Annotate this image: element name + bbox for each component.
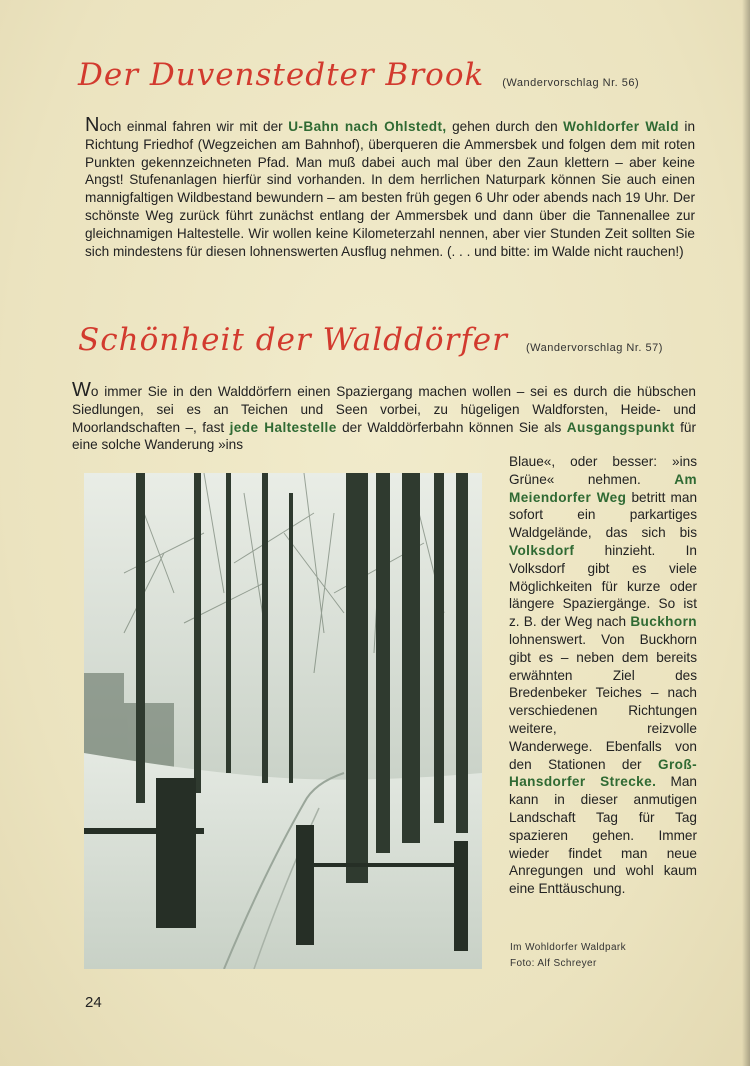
forest-photo bbox=[84, 473, 482, 969]
ubahn-highlight: U-Bahn nach Ohlstedt, bbox=[288, 119, 447, 134]
section1-subnote: (Wandervorschlag Nr. 56) bbox=[502, 77, 640, 89]
volksdorf-highlight: Volksdorf bbox=[509, 542, 575, 558]
page-edge-shadow bbox=[742, 0, 750, 1066]
section1-heading bbox=[78, 57, 640, 93]
photo-caption: Im Wohldorfer Waldpark bbox=[510, 942, 627, 953]
section1-paragraph: Noch einmal fahren wir mit der U-Bahn nach Ohlstedt, gehen durch den Wohldorfer Wald in Richtung Friedhof (Wegzeichen am Bahnhof), überqueren die Ammersbek und folgen dem mit roten Punkten gekennzeichneten Pfad. Man muß dabei auch mal über den Zaun klettern – aber keine Angst! Stufenanlagen hierfür sind vorhanden. In dem herrlichen Naturpark können Sie auch einen mannigfaltigen Wildbestand bewundern – am besten früh gegen 6 Uhr oder abends nach 19 Uhr. Der schönste Weg zurück führt zunächst entlang der Ammersbek und dann über die Tannenallee zur gleichnamigen Haltestelle. Wir wollen keine Kilometerzahl nennen, aber vier Stunden Zeit sollten Sie sich mindestens für diesen lohnenswerten Ausflug nehmen. (. . . und bitte: im Walde nicht rauchen!) bbox=[85, 114, 696, 259]
section2-intro: Wo immer Sie in den Walddörfern einen Spaziergang machen wollen – sei es durch die hübschen Siedlungen, sei es an Teichen und Seen vorbei, zu hügeligen Waldforsten, Heide- und Moorlandschaften –, fast jede Haltestelle der Walddörferbahn können Sie als Ausgangspunkt für eine solche Wanderung »ins bbox=[72, 379, 697, 453]
section2-dropcap: W bbox=[72, 379, 91, 401]
page-number: 24 bbox=[85, 994, 102, 1011]
gross-hansdorfer-highlight: Groß-Hansdorfer Strecke. bbox=[509, 756, 697, 790]
meiendorfer-weg-highlight: Am Meiendorfer Weg bbox=[509, 471, 697, 505]
wohldorfer-wald-highlight: Wohldorfer Wald bbox=[563, 119, 679, 134]
section2-column: Blaue«, oder besser: »ins Grüne« nehmen. Am Meiendorfer Weg betritt man sofort ein parkartiges Waldgelände, das sich bis Volksdorf hinzieht. In Volksdorf gibt es viele Möglichkeiten für kurze oder längere Spaziergänge. So ist z. B. der Weg nach Buckhorn lohnenswert. Von Buckhorn gibt es – neben dem bereits erwähnten Ziel des Bredenbeker Teiches – nach verschiedenen Richtungen weitere, reizvolle Wanderwege. Ebenfalls von den Stationen der Groß-Hansdorfer Strecke. Man kann in dieser anmutigen Landschaft Tag für Tag spazieren gehen. Immer wieder findet man neue Anregungen und wohl kaum eine Enttäuschung. bbox=[509, 454, 698, 897]
section2-subnote: (Wandervorschlag Nr. 57) bbox=[525, 342, 663, 354]
section1-dropcap: N bbox=[85, 114, 100, 136]
section1-title: Der Duvenstedter Brook bbox=[78, 57, 485, 93]
haltestelle-highlight: jede Haltestelle bbox=[229, 419, 337, 435]
section2-heading bbox=[78, 322, 663, 358]
ausgangspunkt-highlight: Ausgangspunkt bbox=[566, 419, 675, 435]
section2-title: Schönheit der Walddörfer bbox=[78, 322, 508, 358]
photo-credit: Foto: Alf Schreyer bbox=[510, 958, 597, 969]
buckhorn-highlight: Buckhorn bbox=[630, 614, 697, 630]
snowy-forest-image bbox=[84, 473, 482, 969]
